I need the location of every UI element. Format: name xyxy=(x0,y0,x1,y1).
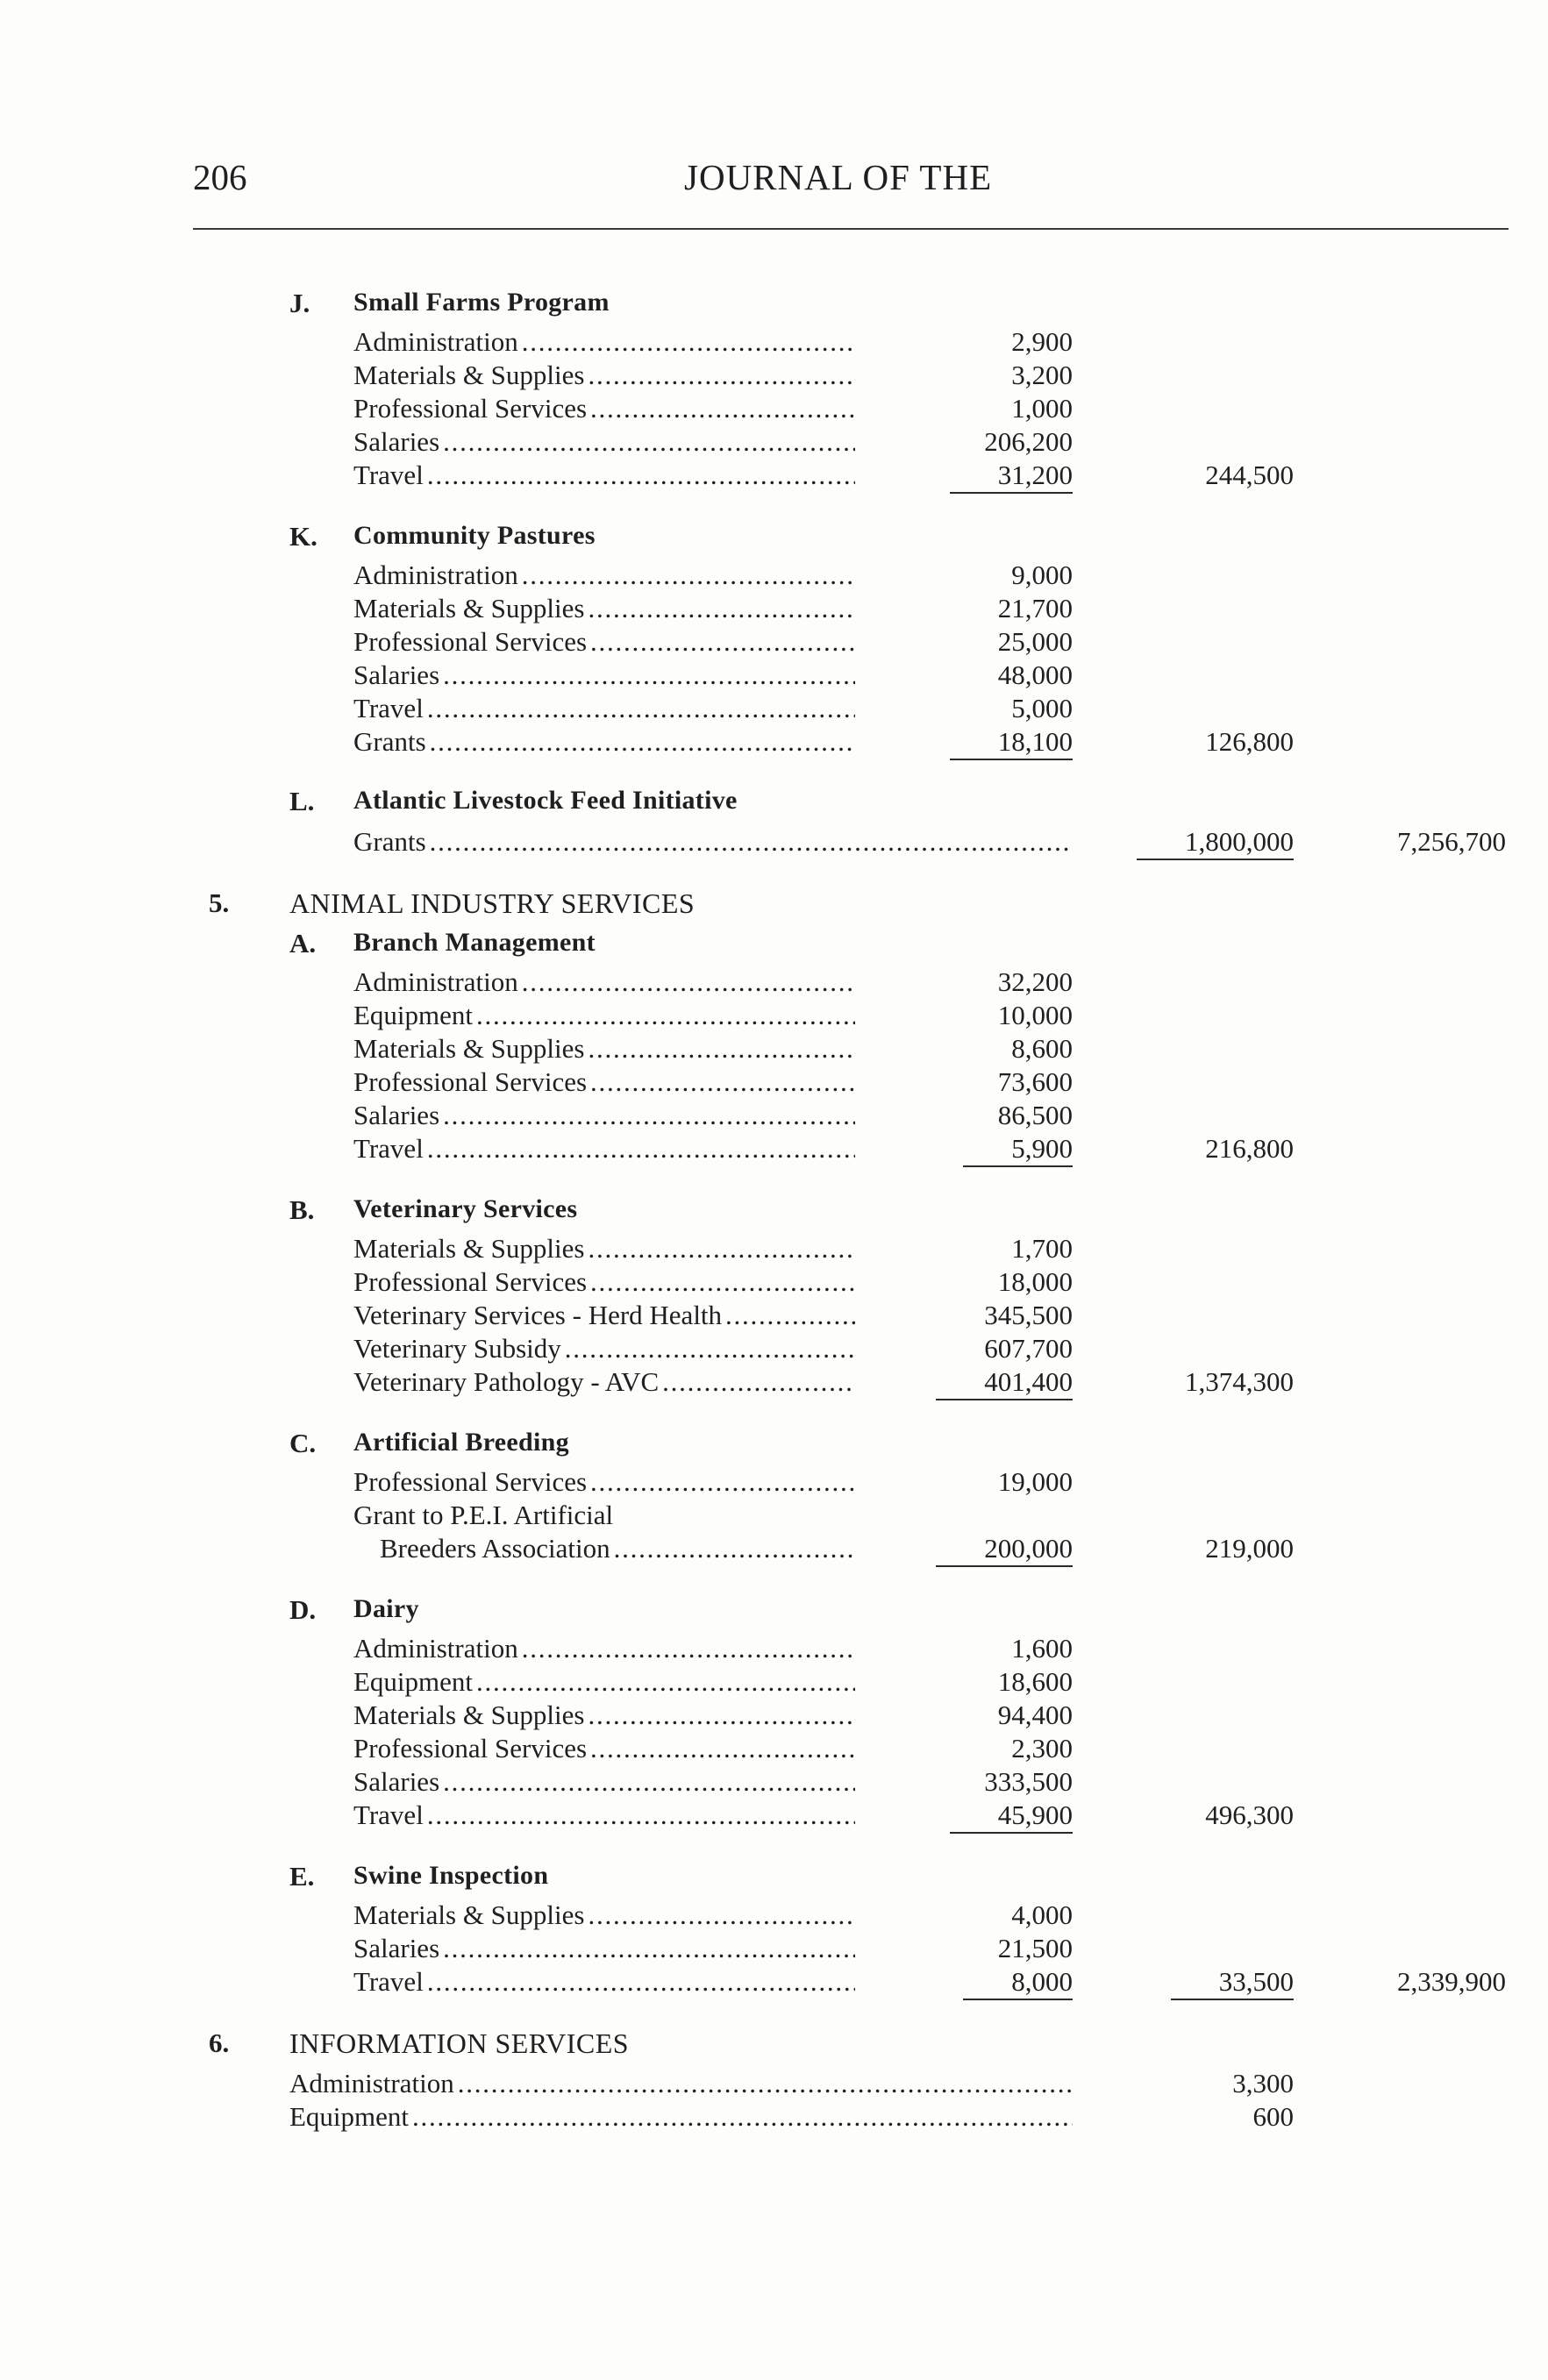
item-amount: 18,100 xyxy=(950,726,1073,760)
line-item xyxy=(0,426,1548,461)
item-label: Travel xyxy=(353,693,424,723)
item-amount: 5,000 xyxy=(1011,693,1073,723)
section-5-heading xyxy=(0,887,1548,923)
section-heading: Swine Inspection xyxy=(353,1861,549,1890)
line-item xyxy=(0,1766,1548,1801)
item-label: Materials & Supplies xyxy=(353,360,585,390)
line-item xyxy=(0,659,1548,695)
line-item xyxy=(0,966,1548,1001)
section-subtotal: 244,500 xyxy=(1205,460,1294,490)
item-amount: 607,700 xyxy=(984,1333,1073,1364)
item-label: Salaries xyxy=(353,1933,440,1963)
item-amount: 1,800,000 xyxy=(1137,826,1294,860)
section-j-heading xyxy=(0,288,1548,323)
section-heading: Community Pastures xyxy=(353,521,596,550)
section-letter: C. xyxy=(289,1428,317,1458)
section-heading: Atlantic Livestock Feed Initiative xyxy=(353,786,738,815)
line-item xyxy=(0,1500,1548,1535)
item-amount: 21,700 xyxy=(997,593,1073,624)
line-item xyxy=(0,1466,1548,1501)
item-label: Professional Services xyxy=(353,1266,588,1297)
subsection-d-heading xyxy=(0,1594,1548,1629)
item-amount: 3,300 xyxy=(1232,2068,1294,2099)
item-amount: 1,000 xyxy=(1011,393,1073,424)
section-letter: B. xyxy=(289,1194,315,1225)
item-amount: 401,400 xyxy=(936,1366,1073,1400)
item-amount: 45,900 xyxy=(950,1799,1073,1834)
section-heading: Dairy xyxy=(353,1594,419,1623)
item-label: Materials & Supplies xyxy=(353,1033,585,1064)
item-amount: 25,000 xyxy=(997,626,1073,657)
item-amount: 1,600 xyxy=(1011,1633,1073,1664)
item-amount: 4,000 xyxy=(1011,1899,1073,1930)
item-label: Grants xyxy=(353,726,426,757)
item-amount: 19,000 xyxy=(997,1466,1073,1497)
section-heading: Veterinary Services xyxy=(353,1194,578,1223)
item-amount: 200,000 xyxy=(936,1533,1073,1567)
item-label: Professional Services xyxy=(353,626,588,657)
item-label: Equipment xyxy=(289,2101,410,2132)
item-label: Veterinary Services - Herd Health xyxy=(353,1300,723,1330)
section-subtotal: 496,300 xyxy=(1205,1799,1294,1830)
item-amount: 21,500 xyxy=(997,1933,1073,1963)
line-item xyxy=(0,1699,1548,1735)
section-subtotal: 1,374,300 xyxy=(1185,1366,1294,1397)
section-subtotal: 216,800 xyxy=(1205,1133,1294,1164)
section-letter: J. xyxy=(289,288,310,318)
item-amount: 86,500 xyxy=(997,1100,1073,1130)
item-label: Grant to P.E.I. Artificial xyxy=(353,1500,614,1530)
item-label: Salaries xyxy=(353,659,440,690)
line-item xyxy=(0,559,1548,595)
page-header xyxy=(193,156,1509,209)
line-item xyxy=(0,2068,1548,2103)
item-amount: 32,200 xyxy=(997,966,1073,997)
item-amount: 600 xyxy=(1252,2101,1294,2132)
item-label: Travel xyxy=(353,1133,424,1164)
item-label-continued: Breeders Association xyxy=(380,1533,610,1564)
line-item xyxy=(0,1899,1548,1935)
line-item xyxy=(0,360,1548,395)
section-letter: E. xyxy=(289,1861,315,1892)
item-amount: 3,200 xyxy=(1011,360,1073,390)
division-total: 2,339,900 xyxy=(1397,1966,1506,1997)
item-label: Professional Services xyxy=(353,393,588,424)
line-item xyxy=(0,1333,1548,1368)
line-item xyxy=(0,393,1548,428)
line-item xyxy=(0,1100,1548,1135)
item-label: Travel xyxy=(353,1966,424,1997)
item-amount: 1,700 xyxy=(1011,1233,1073,1264)
subsection-c-heading xyxy=(0,1428,1548,1463)
section-heading: Artificial Breeding xyxy=(353,1428,569,1457)
item-label: Salaries xyxy=(353,426,440,457)
line-item xyxy=(0,1733,1548,1768)
line-item xyxy=(0,326,1548,361)
line-item xyxy=(0,726,1548,761)
line-item xyxy=(0,1966,1548,2001)
item-label: Administration xyxy=(353,966,518,997)
running-title: JOURNAL OF THE xyxy=(684,157,993,197)
line-item xyxy=(0,2101,1548,2136)
line-item xyxy=(0,460,1548,495)
section-k-heading xyxy=(0,521,1548,556)
section-letter: A. xyxy=(289,928,317,958)
division-total: 7,256,700 xyxy=(1397,826,1506,857)
line-item xyxy=(0,1366,1548,1401)
item-amount: 333,500 xyxy=(984,1766,1073,1797)
section-subtotal: 126,800 xyxy=(1205,726,1294,757)
item-amount: 94,400 xyxy=(997,1699,1073,1730)
section-letter: D. xyxy=(289,1594,317,1625)
item-label: Administration xyxy=(353,326,518,357)
item-label: Equipment xyxy=(353,1666,474,1697)
line-item xyxy=(0,1633,1548,1668)
subsection-b-heading xyxy=(0,1194,1548,1229)
line-item xyxy=(0,1133,1548,1168)
item-label: Professional Services xyxy=(353,1733,588,1764)
line-item xyxy=(0,593,1548,628)
subsection-a-heading xyxy=(0,928,1548,963)
item-amount: 2,900 xyxy=(1011,326,1073,357)
item-label: Salaries xyxy=(353,1766,440,1797)
item-label: Salaries xyxy=(353,1100,440,1130)
item-label: Administration xyxy=(353,559,518,590)
item-amount: 206,200 xyxy=(984,426,1073,457)
item-amount: 31,200 xyxy=(950,460,1073,494)
line-item xyxy=(0,1066,1548,1101)
line-item xyxy=(0,1266,1548,1301)
subsection-e-heading xyxy=(0,1861,1548,1896)
line-item xyxy=(0,1300,1548,1335)
item-amount: 8,000 xyxy=(963,1966,1073,2000)
section-number: 5. xyxy=(209,887,230,918)
section-number: 6. xyxy=(209,2027,230,2058)
item-amount: 10,000 xyxy=(997,1000,1073,1030)
item-label: Veterinary Pathology - AVC xyxy=(353,1366,660,1397)
item-label: Materials & Supplies xyxy=(353,1899,585,1930)
item-label: Equipment xyxy=(353,1000,474,1030)
item-amount: 18,600 xyxy=(997,1666,1073,1697)
item-label: Professional Services xyxy=(353,1066,588,1097)
section-heading: Branch Management xyxy=(353,928,596,957)
section-title: ANIMAL INDUSTRY SERVICES xyxy=(289,887,696,919)
line-item xyxy=(0,1000,1548,1035)
section-heading: Small Farms Program xyxy=(353,288,610,317)
item-label: Travel xyxy=(353,460,424,490)
section-letter: L. xyxy=(289,786,315,816)
item-label: Travel xyxy=(353,1799,424,1830)
line-item xyxy=(0,1933,1548,1968)
item-label: Materials & Supplies xyxy=(353,1699,585,1730)
line-item xyxy=(0,1033,1548,1068)
item-amount: 5,900 xyxy=(963,1133,1073,1167)
item-amount: 48,000 xyxy=(997,659,1073,690)
section-letter: K. xyxy=(289,521,317,552)
item-amount: 345,500 xyxy=(984,1300,1073,1330)
item-amount: 18,000 xyxy=(997,1266,1073,1297)
section-6-heading xyxy=(0,2027,1548,2063)
item-amount: 2,300 xyxy=(1011,1733,1073,1764)
item-amount: 8,600 xyxy=(1011,1033,1073,1064)
section-subtotal: 219,000 xyxy=(1205,1533,1294,1564)
item-label: Professional Services xyxy=(353,1466,588,1497)
header-rule xyxy=(193,228,1509,230)
line-item xyxy=(0,626,1548,661)
page-number: 206 xyxy=(193,157,247,197)
line-item-continued xyxy=(0,1533,1548,1568)
line-item xyxy=(0,1233,1548,1268)
item-label: Materials & Supplies xyxy=(353,1233,585,1264)
line-item xyxy=(0,826,1548,861)
item-label: Administration xyxy=(289,2068,454,2099)
item-amount: 9,000 xyxy=(1011,559,1073,590)
item-label: Veterinary Subsidy xyxy=(353,1333,561,1364)
line-item xyxy=(0,693,1548,728)
item-amount: 73,600 xyxy=(997,1066,1073,1097)
section-l-heading xyxy=(0,786,1548,821)
line-item xyxy=(0,1666,1548,1701)
item-label: Grants xyxy=(353,826,426,857)
line-item xyxy=(0,1799,1548,1835)
item-label: Materials & Supplies xyxy=(353,593,585,624)
section-subtotal: 33,500 xyxy=(1171,1966,1294,2000)
item-label: Administration xyxy=(353,1633,518,1664)
section-title: INFORMATION SERVICES xyxy=(289,2027,630,2059)
